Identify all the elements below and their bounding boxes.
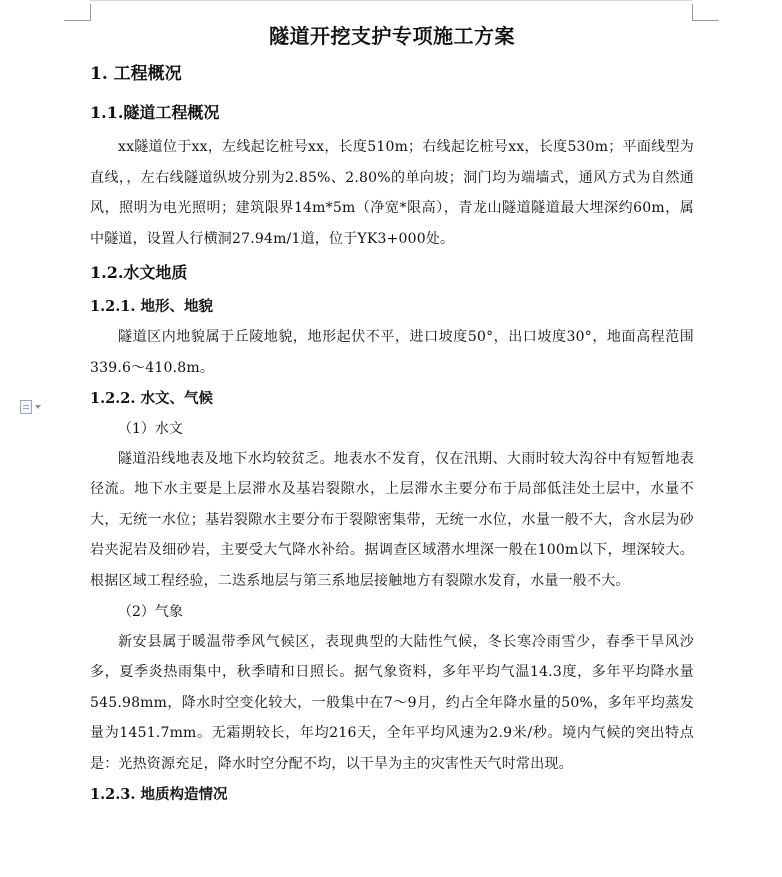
document-icon [20, 400, 32, 414]
paragraph-options-button[interactable] [20, 399, 50, 415]
heading-1-2-1: 1.2.1. 地形、地貌 [90, 298, 213, 316]
subheading-climate: （2）气象 [118, 603, 183, 620]
document-body [90, 18, 694, 810]
heading-1-2-3: 1.2.3. 地质构造情况 [90, 785, 228, 803]
paragraph-hydrology: 隧道沿线地表及地下水均较贫乏。地表水不发育，仅在汛期、大雨时较大沟谷中有短暂地表径流。地下水主要是上层滞水及基岩裂隙水，上层滞水主要分布于局部低洼处土层中，水量不大，无统一水位；基岩裂隙水主要分布于裂隙密集带，无统一水位，水量一般不大，含水层为砂岩夹泥岩及细砂岩，主要受大气降水补给。据调查区域潜水埋深一般在100m以下，埋深较大。根据区域工程经验，二迭系地层与第三系地层接触地方有裂隙水发育，水量一般不大。 [90, 450, 694, 589]
chevron-down-icon [35, 405, 41, 409]
document-title: 隧道开挖支护专项施工方案 [269, 24, 515, 48]
heading-1-1: 1.1.隧道工程概况 [90, 103, 220, 122]
crop-mark-top-right [692, 4, 719, 21]
heading-1: 1. 工程概况 [90, 64, 182, 84]
crop-mark-top-left [64, 4, 91, 21]
paragraph-climate: 新安县属于暖温带季风气候区，表现典型的大陆性气候，冬长寒冷雨雪少，春季干旱风沙多，夏季炎热雨集中，秋季晴和日照长。据气象资料，多年平均气温14.3度，多年平均降水量545.98mm，降水时空变化较大，一般集中在7～9月，约占全年降水量的50%，多年平均蒸发量为1451.7mm。无霜期较长，年均216天，全年平均风速为2.9米/秒。境内气候的突出特点是：光热资源充足，降水时空分配不均，以干旱为主的灾害性天气时常出现。 [90, 633, 694, 772]
paragraph-terrain: 隧道区内地貌属于丘陵地貌，地形起伏不平，进口坡度50°，出口坡度30°，地面高程范围339.6～410.8m。 [90, 329, 694, 376]
page-top-edge [90, 0, 692, 1]
paragraph-tunnel-overview: xx隧道位于xx，左线起讫桩号xx，长度510m；右线起讫桩号xx，长度530m；平面线型为直线，，左右线隧道纵坡分别为2.85%、2.80%的单向坡；洞门均为端墙式，通风方式为自然通风，照明为电光照明；建筑限界14m*5m（净宽*限高），青龙山隧道隧道最大埋深约60m，属中隧道，设置人行横洞27.94m/1道，位于YK3+000处。 [90, 139, 694, 247]
subheading-hydrology: （1）水文 [118, 420, 183, 437]
heading-1-2-2: 1.2.2. 水文、气候 [90, 389, 213, 407]
heading-1-2: 1.2.水文地质 [90, 263, 188, 283]
